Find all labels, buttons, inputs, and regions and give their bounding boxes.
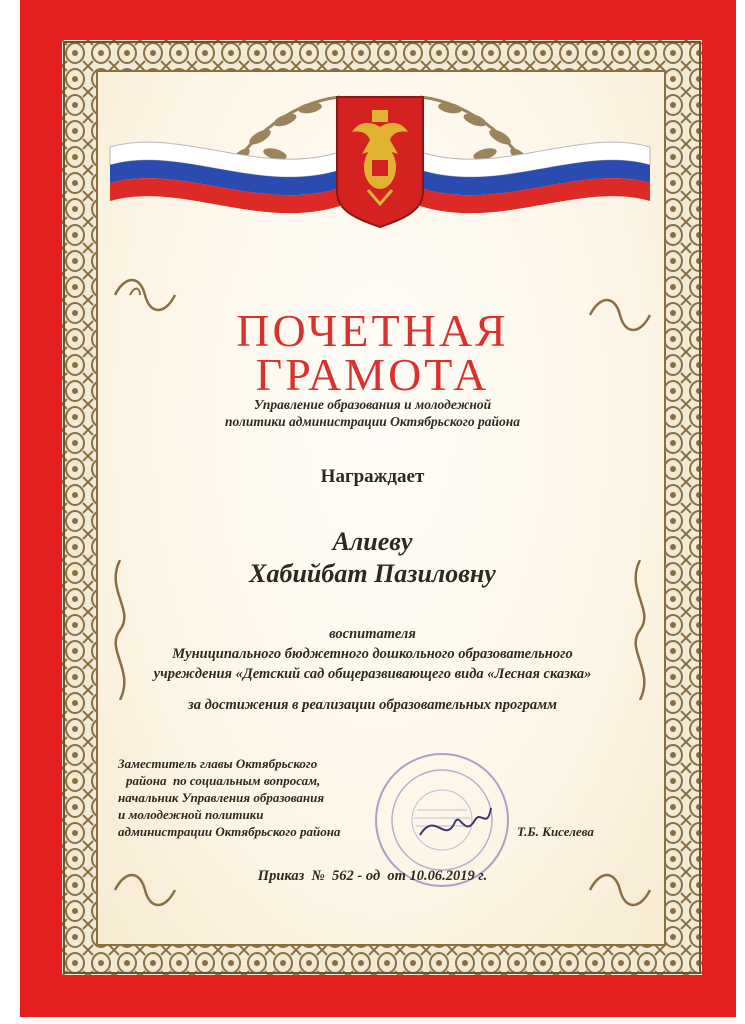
award-reason: за достижения в реализации образовательных программ — [188, 697, 557, 713]
issuer-line2: политики администрации Октябрьского района — [224, 414, 521, 429]
signatory-title-line2: района по социальным вопросам, — [126, 773, 321, 788]
certificate-title-line1: ПОЧЕТНАЯ — [236, 305, 509, 356]
signature — [415, 800, 495, 850]
coat-of-arms-icon — [337, 97, 423, 227]
certificate-title-line2: ГРАМОТА — [255, 349, 490, 400]
recipient-surname: Алиеву — [332, 527, 413, 556]
signatory-title-line5: администрации Октябрьского района — [118, 824, 341, 839]
signatory-title-line1: Заместитель главы Октябрьского — [118, 756, 318, 771]
header-emblem — [100, 82, 660, 282]
organization-line2: учреждения «Детский сад общеразвивающего вида «Лесная сказка» — [153, 666, 592, 682]
organization-line1: Муниципального бюджетного дошкольного образовательного — [172, 646, 573, 662]
signatory-title-line4: и молодежной политики — [118, 807, 264, 822]
recipient-position: воспитателя — [329, 626, 416, 642]
signatory-name: Т.Б. Киселева — [517, 824, 594, 839]
awards-label: Награждает — [320, 466, 425, 487]
issuer-line1: Управление образования и молодежной — [253, 397, 492, 412]
signatory-title-line3: начальник Управления образования — [118, 790, 325, 805]
order-reference: Приказ № 562 - од от 10.06.2019 г. — [257, 868, 488, 884]
recipient-name: Хабийбат Пазиловну — [249, 559, 496, 588]
